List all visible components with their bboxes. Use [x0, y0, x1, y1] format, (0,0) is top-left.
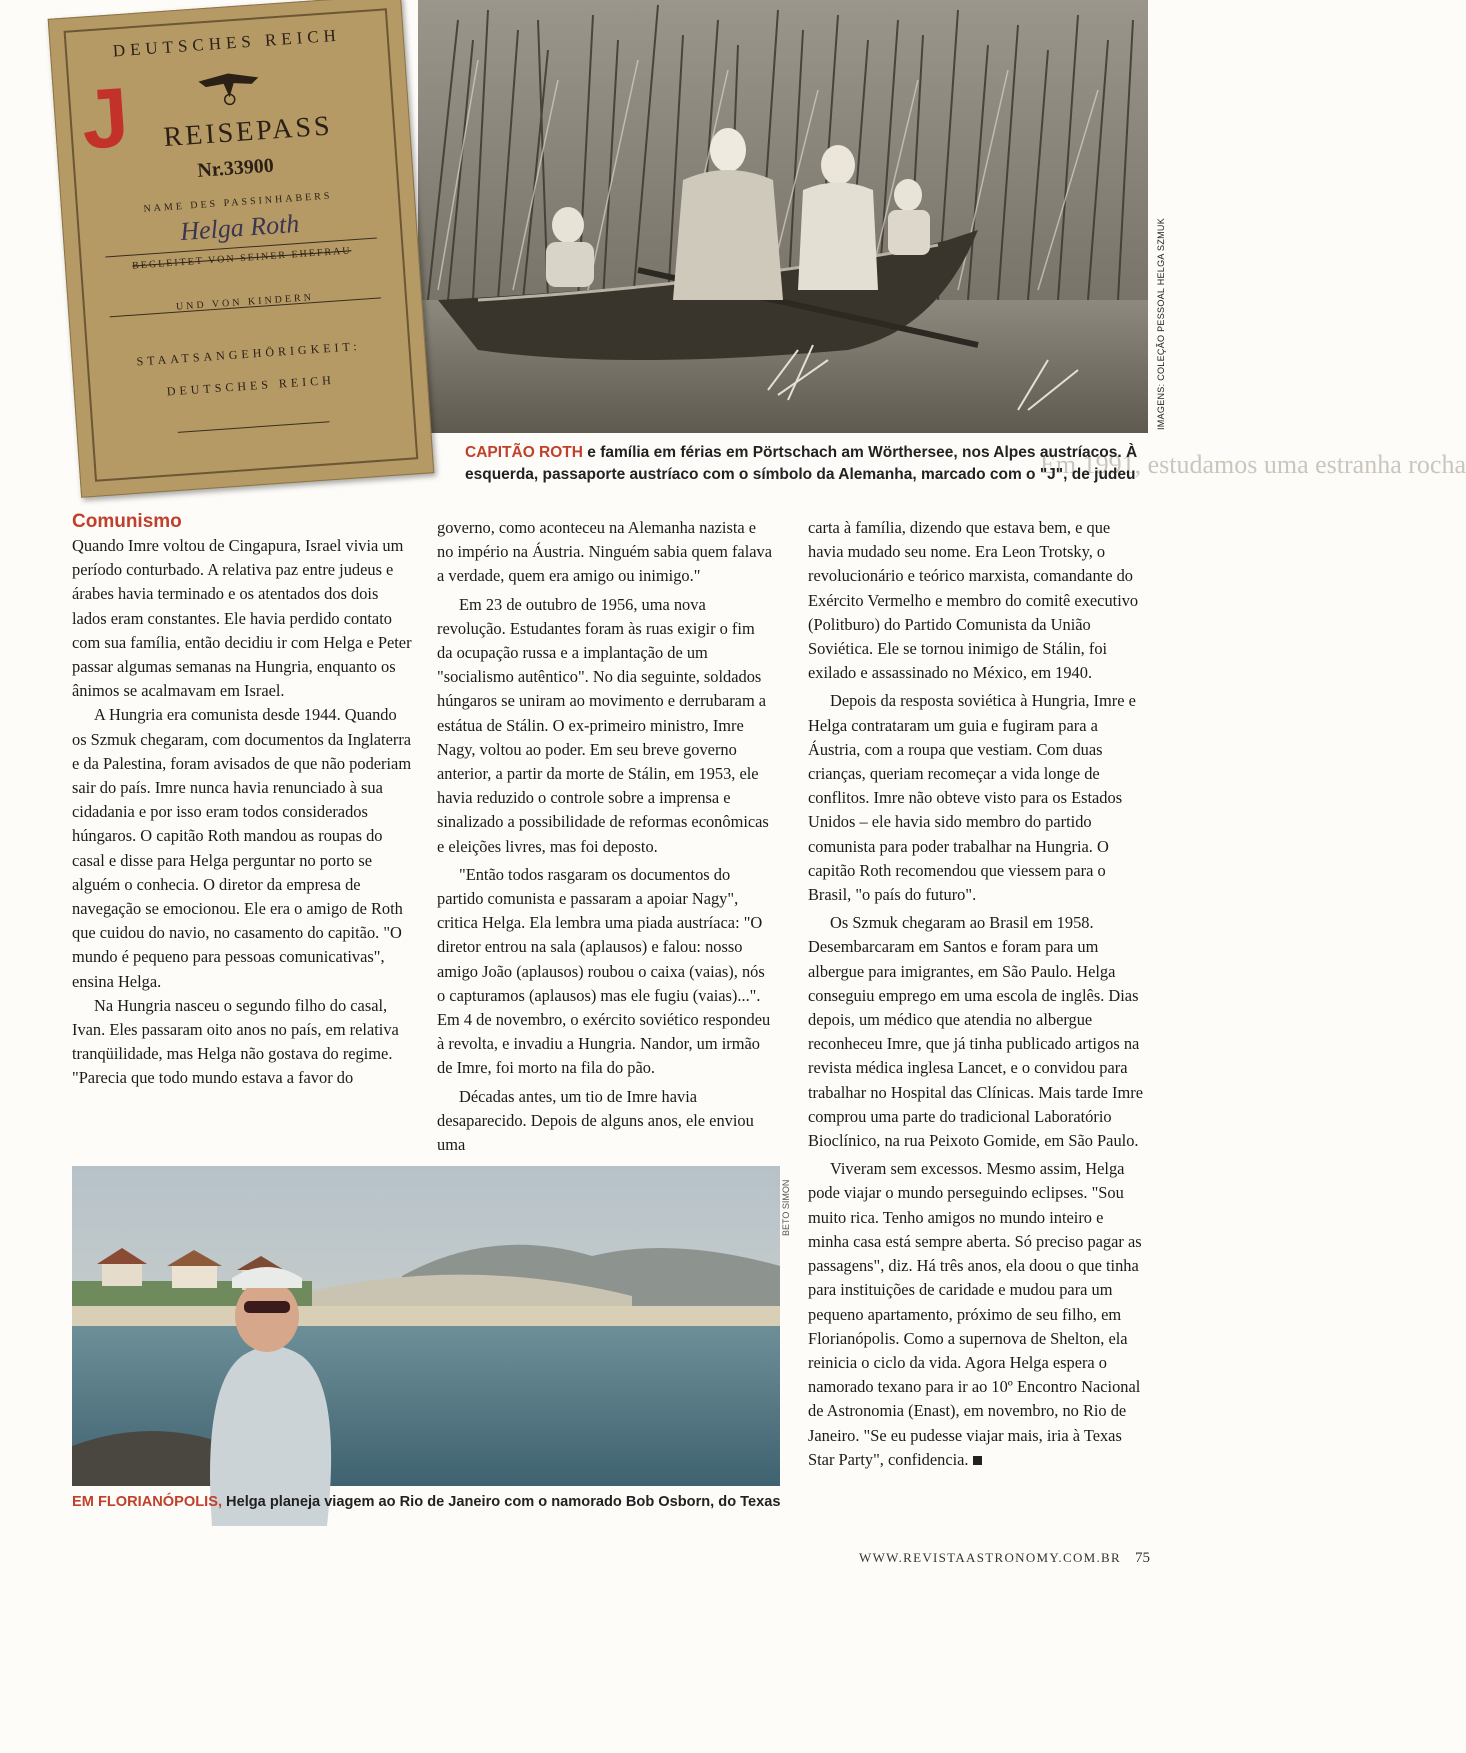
- caption-lead: EM FLORIANÓPOLIS,: [72, 1494, 222, 1510]
- paragraph: Os Szmuk chegaram ao Brasil em 1958. Desembarcaram em Santos e foram para um albergue para imigrantes, em São Paulo. Helga conseguiu emprego em uma escola de inglês. Dias depois, um médico que atendia no albergue reconheceu Imre, que já tinha publicado artigos na revista médica inglesa Lancet, e o convidou para trabalhar no Hospital das Clínicas. Mais tarde Imre comprou uma parte do tradicional Laboratório Bioclínico, na rua Peixoto Gomide, em São Paulo.: [808, 913, 1143, 1151]
- paragraph: carta à família, dizendo que estava bem, e que havia mudado seu nome. Era Leon Trotsky, o revolucionário e teórico marxista, comandante do Exército Vermelho e membro do comitê executivo (Politburo) do Partido Comunista da União Soviética. Ele se tornou inimigo de Stálin, foi exilado e assassinado no México, em 1940.: [808, 518, 1139, 683]
- family-boat-photo: [418, 0, 1148, 433]
- magazine-url: WWW.REVISTAASTRONOMY.COM.BR: [859, 1550, 1121, 1565]
- paragraph: Quando Imre voltou de Cingapura, Israel vivia um período conturbado. A relativa paz entre judeus e árabes havia terminado e os atentados dos dois lados eram constantes. Ele havia perdido contato com sua família, então decidiu ir com Helga e Peter passar algumas semanas na Hungria, enquanto os ânimos se acalmavam em Israel.: [72, 536, 412, 701]
- page-number: 75: [1135, 1550, 1150, 1566]
- eagle-emblem-icon: [192, 63, 265, 108]
- images-credit: IMAGENS: COLEÇÃO PESSOAL HELGA SZMUK: [1156, 217, 1166, 430]
- section-heading: Comunismo: [72, 511, 182, 532]
- passport-title: REISEPASS: [162, 110, 334, 154]
- end-of-article-icon: [973, 1456, 982, 1465]
- paragraph: Depois da resposta soviética à Hungria, Imre e Helga contrataram um guia e fugiram para a Áustria, com a roupa que vestiam. Com duas crianças, queriam recomeçar a vida longe de conflitos. Imre não obteve visto para os Estados Unidos – ele havia sido membro do partido comunista para poder trabalhar na Hungria. O capitão Roth recomendou que viessem para o Brasil, "o país do futuro".: [808, 691, 1136, 905]
- beach-photo: [72, 1166, 780, 1486]
- passport-holder-name: Helga Roth: [179, 208, 301, 247]
- paragraph: Na Hungria nasceu o segundo filho do casal, Ivan. Eles passaram oito anos no país, em relativa tranqüilidade, mas Helga não gostava do regime. "Parecia que todo mundo estava a favor do: [72, 995, 399, 1088]
- closing-paragraph-text: Viveram sem excessos. Mesmo assim, Helga pode viajar o mundo perseguindo eclipses. "Sou muito rica. Tenho amigos no mundo inteiro e minha casa está sempre aberta. Só preciso pagar as passagens", diz. Há três anos, ela doou o que tinha para instituições de caridade e mudou para um pequeno apartamento, próximo de seu filho, em Florianópolis. Como a supernova de Shelton, ela reinicia o ciclo da vida. Agora Helga espera o namorado texano para ir ao 10º Encontro Nacional de Astronomia (Enast), em novembro, no Rio de Janeiro. "Se eu pudesse viajar mais, iria à Texas Star Party", confidencia.: [808, 1159, 1142, 1469]
- article-column-3: [808, 516, 1147, 1472]
- paragraph: Décadas antes, um tio de Imre havia desaparecido. Depois de alguns anos, ele enviou uma: [437, 1086, 754, 1155]
- bottom-photo-caption: [72, 1494, 782, 1510]
- page-footer: [805, 1550, 1150, 1567]
- article-column-2: [437, 516, 774, 1157]
- article-column-1: [72, 510, 412, 1091]
- caption-line1: e família em férias em Pörtschach am Wörthersee, nos Alpes austríacos. À: [582, 444, 1138, 461]
- passport-name-label: NAME DES PASSINHABERS: [143, 190, 333, 215]
- caption-lead: CAPITÃO ROTH: [465, 444, 583, 461]
- passport-image: [48, 0, 435, 498]
- paragraph: Em 23 de outubro de 1956, uma nova revolução. Estudantes foram às ruas exigir o fim da ocupação russa e a implantação de um "socialismo autêntico". No dia seguinte, soldados húngaros se uniram ao movimento e derrubaram a estátua de Stálin. O ex-primeiro ministro, Imre Nagy, voltou ao poder. Em seu breve governo anterior, a partir da morte de Stálin, em 1953, ele havia reduzido o controle sobre a imprensa e sinalizado a possibilidade de reformas econômicas e eleições livres, mas foi deposto.: [437, 594, 769, 856]
- passport-children-label: UND VON KINDERN: [175, 292, 315, 313]
- paragraph: A Hungria era comunista desde 1944. Quando os Szmuk chegaram, com documentos da Inglaterra e da Palestina, foram avisados de que não poderiam sair do país. Imre nunca havia renunciado à sua cidadania e por isso eram todos considerados húngaros. O capitão Roth mandou as roupas do casal e disse para Helga perguntar no porto se alguém o conhecia. O diretor da empresa de navegação se emocionou. Ele era o amigo de Roth que cuidou do navio, no casamento do capitão. "O mundo é pequeno para pessoas comunicativas", ensina Helga.: [72, 705, 412, 991]
- passport-country: DEUTSCHES REICH: [112, 25, 342, 61]
- passport-nationality-label: STAATSANGEHÖRIGKEIT:: [136, 338, 361, 369]
- passport-number: Nr.33900: [196, 154, 275, 182]
- bleed-through-text: Em 1991, estudamos uma estranha rocha: [1040, 450, 1466, 479]
- paragraph: governo, como aconteceu na Alemanha nazista e no império na Áustria. Ninguém sabia quem falava a verdade, quem era amigo ou inimigo.": [437, 518, 772, 586]
- paragraph: "Então todos rasgaram os documentos do partido comunista e passaram a apoiar Nagy", critica Helga. Ela lembra uma piada austríaca: "O diretor entrou na sala (aplausos) e falou: nosso amigo João (aplausos) roubou o caixa (vaias), nós o capturamos (aplausos) mas ele fugiu (vaias)...". Em 4 de novembro, o exército soviético respondeu à revolta, e invadiu a Hungria. Nandor, um irmão de Imre, foi morto na fila do pão.: [437, 864, 771, 1078]
- paragraph: [808, 1157, 1147, 1472]
- photo-credit: BETO SIMON: [781, 1179, 791, 1236]
- passport-j-stamp: J: [78, 69, 132, 167]
- caption-line2: esquerda, passaporte austríaco com o símbolo da Alemanha, marcado com o "J", de judeu: [465, 466, 1136, 483]
- passport-companion-label: BEGLEITET VON SEINER EHEFRAU: [131, 245, 352, 272]
- top-photo-caption: [465, 442, 1155, 486]
- caption-text: Helga planeja viagem ao Rio de Janeiro com o namorado Bob Osborn, do Texas: [222, 1494, 781, 1510]
- passport-nationality: DEUTSCHES REICH: [166, 372, 336, 399]
